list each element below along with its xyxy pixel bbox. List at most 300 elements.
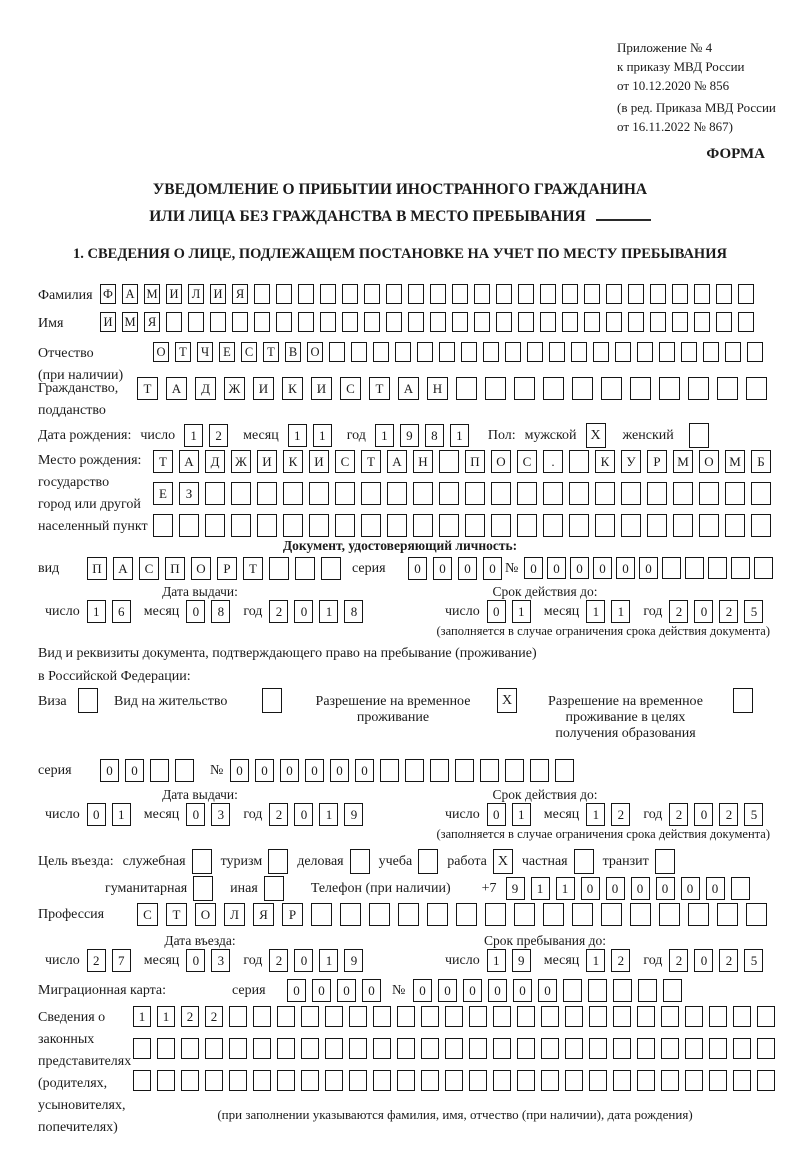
char-cell[interactable] [210,312,226,332]
char-cell[interactable]: Ф [100,284,116,304]
char-cell[interactable] [543,377,564,400]
char-cell[interactable] [685,557,704,579]
char-cell[interactable] [231,482,251,505]
char-cell[interactable] [188,312,204,332]
char-cell[interactable] [277,1006,295,1027]
char-cell[interactable]: 9 [506,877,525,900]
char-cell[interactable] [491,514,511,537]
char-cell[interactable]: 0 [294,803,313,826]
char-cell[interactable] [517,482,537,505]
char-cell[interactable] [709,1070,727,1091]
char-cell[interactable]: 2 [269,949,288,972]
char-cell[interactable] [373,1038,391,1059]
char-cell[interactable]: Б [751,450,771,473]
char-cell[interactable]: 0 [438,979,457,1002]
char-cell[interactable] [716,312,732,332]
char-cell[interactable] [757,1070,775,1091]
char-cell[interactable]: Т [153,450,173,473]
char-cell[interactable]: И [166,284,182,304]
char-cell[interactable] [747,342,763,362]
char-cell[interactable] [231,514,251,537]
char-cell[interactable]: Я [232,284,248,304]
char-cell[interactable]: 0 [255,759,274,782]
char-cell[interactable]: 0 [570,557,589,579]
char-cell[interactable]: 1 [313,424,332,447]
char-cell[interactable] [630,903,651,926]
char-cell[interactable] [254,312,270,332]
char-cell[interactable] [277,1038,295,1059]
char-cell[interactable]: 8 [425,424,444,447]
char-cell[interactable] [572,903,593,926]
char-cell[interactable] [157,1070,175,1091]
char-cell[interactable] [229,1006,247,1027]
char-cell[interactable]: М [673,450,693,473]
char-cell[interactable] [530,759,549,782]
char-cell[interactable] [493,1006,511,1027]
char-cell[interactable] [672,312,688,332]
char-cell[interactable]: 1 [487,949,506,972]
char-cell[interactable] [606,312,622,332]
char-cell[interactable]: В [285,342,301,362]
char-cell[interactable] [694,312,710,332]
char-cell[interactable] [349,1070,367,1091]
char-cell[interactable] [398,903,419,926]
char-cell[interactable] [253,1038,271,1059]
char-cell[interactable]: 9 [344,949,363,972]
char-cell[interactable]: 0 [458,557,477,580]
char-cell[interactable]: О [699,450,719,473]
char-cell[interactable] [681,342,697,362]
char-cell[interactable]: 9 [512,949,531,972]
char-cell[interactable] [283,482,303,505]
char-cell[interactable] [572,377,593,400]
edu-permit-checkbox[interactable] [733,688,753,713]
char-cell[interactable] [408,312,424,332]
char-cell[interactable]: 9 [400,424,419,447]
char-cell[interactable]: У [621,450,641,473]
char-cell[interactable]: 0 [280,759,299,782]
char-cell[interactable] [757,1006,775,1027]
char-cell[interactable]: 1 [288,424,307,447]
char-cell[interactable] [731,877,750,900]
char-cell[interactable] [717,903,738,926]
char-cell[interactable] [276,312,292,332]
char-cell[interactable] [601,903,622,926]
char-cell[interactable] [613,1070,631,1091]
char-cell[interactable]: Т [175,342,191,362]
char-cell[interactable] [589,1070,607,1091]
char-cell[interactable] [456,377,477,400]
char-cell[interactable] [405,759,424,782]
char-cell[interactable] [361,514,381,537]
char-cell[interactable] [335,514,355,537]
char-cell[interactable] [386,284,402,304]
char-cell[interactable] [601,377,622,400]
char-cell[interactable]: 1 [157,1006,175,1027]
char-cell[interactable]: Я [253,903,274,926]
char-cell[interactable] [380,759,399,782]
char-cell[interactable] [518,284,534,304]
char-cell[interactable]: 0 [487,803,506,826]
char-cell[interactable] [321,557,341,580]
char-cell[interactable] [395,342,411,362]
char-cell[interactable] [517,1038,535,1059]
char-cell[interactable] [549,342,565,362]
char-cell[interactable] [430,284,446,304]
char-cell[interactable] [709,1006,727,1027]
char-cell[interactable]: 3 [211,803,230,826]
char-cell[interactable] [153,514,173,537]
char-cell[interactable]: 1 [450,424,469,447]
char-cell[interactable]: 0 [100,759,119,782]
char-cell[interactable] [301,1070,319,1091]
char-cell[interactable]: А [398,377,419,400]
char-cell[interactable]: 1 [556,877,575,900]
char-cell[interactable] [283,514,303,537]
char-cell[interactable]: 0 [337,979,356,1002]
char-cell[interactable]: К [282,377,303,400]
char-cell[interactable] [699,514,719,537]
char-cell[interactable]: 1 [112,803,131,826]
char-cell[interactable] [485,903,506,926]
char-cell[interactable]: И [210,284,226,304]
char-cell[interactable] [569,482,589,505]
char-cell[interactable]: 0 [593,557,612,579]
char-cell[interactable] [709,1038,727,1059]
char-cell[interactable] [369,903,390,926]
char-cell[interactable]: 2 [269,803,288,826]
char-cell[interactable]: 2 [719,949,738,972]
char-cell[interactable] [413,514,433,537]
male-checkbox[interactable]: X [586,423,606,448]
purpose-study-checkbox[interactable] [418,849,438,874]
char-cell[interactable] [320,284,336,304]
char-cell[interactable]: 3 [211,949,230,972]
char-cell[interactable]: 0 [362,979,381,1002]
char-cell[interactable] [474,284,490,304]
char-cell[interactable] [543,514,563,537]
char-cell[interactable]: И [311,377,332,400]
purpose-transit-checkbox[interactable] [655,849,675,874]
char-cell[interactable] [541,1070,559,1091]
char-cell[interactable]: 0 [312,979,331,1002]
char-cell[interactable] [181,1070,199,1091]
char-cell[interactable]: 0 [355,759,374,782]
char-cell[interactable]: 2 [669,600,688,623]
char-cell[interactable] [175,759,194,782]
char-cell[interactable]: . [543,450,563,473]
char-cell[interactable] [584,312,600,332]
char-cell[interactable]: Р [217,557,237,580]
char-cell[interactable] [630,377,651,400]
char-cell[interactable] [606,284,622,304]
char-cell[interactable]: Ж [231,450,251,473]
char-cell[interactable]: М [122,312,138,332]
char-cell[interactable]: 0 [433,557,452,580]
char-cell[interactable] [361,482,381,505]
char-cell[interactable]: 0 [694,600,713,623]
char-cell[interactable] [496,284,512,304]
char-cell[interactable] [421,1006,439,1027]
char-cell[interactable]: Т [369,377,390,400]
char-cell[interactable]: 9 [344,803,363,826]
char-cell[interactable] [659,903,680,926]
char-cell[interactable]: И [100,312,116,332]
purpose-official-checkbox[interactable] [192,849,212,874]
char-cell[interactable] [543,903,564,926]
char-cell[interactable]: 1 [586,600,605,623]
purpose-tourism-checkbox[interactable] [268,849,288,874]
char-cell[interactable]: 2 [181,1006,199,1027]
char-cell[interactable] [588,979,607,1002]
char-cell[interactable] [276,284,292,304]
char-cell[interactable]: 0 [538,979,557,1002]
char-cell[interactable] [725,514,745,537]
char-cell[interactable]: Е [219,342,235,362]
char-cell[interactable]: П [465,450,485,473]
char-cell[interactable] [518,312,534,332]
char-cell[interactable] [253,1070,271,1091]
char-cell[interactable]: 2 [269,600,288,623]
char-cell[interactable]: Е [153,482,173,505]
char-cell[interactable] [613,1038,631,1059]
char-cell[interactable]: 0 [606,877,625,900]
char-cell[interactable] [439,514,459,537]
char-cell[interactable] [621,482,641,505]
char-cell[interactable] [699,482,719,505]
char-cell[interactable]: 1 [133,1006,151,1027]
char-cell[interactable] [493,1038,511,1059]
char-cell[interactable]: 1 [586,949,605,972]
char-cell[interactable] [595,514,615,537]
char-cell[interactable] [514,903,535,926]
char-cell[interactable]: 0 [330,759,349,782]
char-cell[interactable] [514,377,535,400]
char-cell[interactable]: 1 [586,803,605,826]
char-cell[interactable] [257,514,277,537]
char-cell[interactable]: Т [137,377,158,400]
char-cell[interactable] [480,759,499,782]
char-cell[interactable] [387,482,407,505]
char-cell[interactable] [725,342,741,362]
char-cell[interactable] [469,1038,487,1059]
char-cell[interactable]: 0 [230,759,249,782]
char-cell[interactable] [469,1070,487,1091]
char-cell[interactable] [320,312,336,332]
char-cell[interactable]: 2 [205,1006,223,1027]
char-cell[interactable] [439,450,459,473]
char-cell[interactable] [181,1038,199,1059]
char-cell[interactable]: 0 [513,979,532,1002]
char-cell[interactable] [349,1006,367,1027]
char-cell[interactable] [427,903,448,926]
char-cell[interactable] [445,1006,463,1027]
char-cell[interactable] [491,482,511,505]
char-cell[interactable] [452,312,468,332]
char-cell[interactable] [637,1006,655,1027]
char-cell[interactable]: К [283,450,303,473]
purpose-work-checkbox[interactable]: X [493,849,513,874]
char-cell[interactable] [461,342,477,362]
char-cell[interactable] [505,342,521,362]
char-cell[interactable] [349,1038,367,1059]
char-cell[interactable] [150,759,169,782]
char-cell[interactable] [555,759,574,782]
char-cell[interactable] [661,1006,679,1027]
char-cell[interactable]: 5 [744,803,763,826]
char-cell[interactable]: О [191,557,211,580]
char-cell[interactable] [493,1070,511,1091]
char-cell[interactable] [179,514,199,537]
char-cell[interactable] [733,1070,751,1091]
char-cell[interactable]: О [195,903,216,926]
char-cell[interactable] [295,557,315,580]
char-cell[interactable]: 0 [305,759,324,782]
char-cell[interactable] [397,1038,415,1059]
char-cell[interactable] [746,377,767,400]
char-cell[interactable] [387,514,407,537]
char-cell[interactable] [708,557,727,579]
char-cell[interactable]: П [87,557,107,580]
char-cell[interactable]: С [137,903,158,926]
char-cell[interactable] [232,312,248,332]
char-cell[interactable] [439,342,455,362]
char-cell[interactable]: 1 [319,949,338,972]
char-cell[interactable]: 1 [184,424,203,447]
char-cell[interactable] [421,1070,439,1091]
char-cell[interactable]: Т [263,342,279,362]
char-cell[interactable] [659,377,680,400]
char-cell[interactable] [589,1006,607,1027]
char-cell[interactable]: 0 [483,557,502,580]
char-cell[interactable] [485,377,506,400]
char-cell[interactable] [659,342,675,362]
char-cell[interactable]: Р [282,903,303,926]
char-cell[interactable] [661,1070,679,1091]
char-cell[interactable]: О [307,342,323,362]
char-cell[interactable] [301,1038,319,1059]
char-cell[interactable] [562,312,578,332]
char-cell[interactable]: К [595,450,615,473]
char-cell[interactable] [733,1038,751,1059]
char-cell[interactable]: Т [166,903,187,926]
char-cell[interactable]: М [725,450,745,473]
purpose-humanitarian-checkbox[interactable] [193,876,213,901]
char-cell[interactable] [663,979,682,1002]
char-cell[interactable] [650,312,666,332]
char-cell[interactable]: И [309,450,329,473]
char-cell[interactable] [505,759,524,782]
char-cell[interactable]: И [257,450,277,473]
char-cell[interactable] [621,514,641,537]
char-cell[interactable] [673,482,693,505]
char-cell[interactable] [133,1038,151,1059]
char-cell[interactable] [661,1038,679,1059]
char-cell[interactable] [298,284,314,304]
char-cell[interactable]: 1 [375,424,394,447]
char-cell[interactable]: 0 [524,557,543,579]
char-cell[interactable]: 1 [512,600,531,623]
char-cell[interactable] [205,514,225,537]
char-cell[interactable] [543,482,563,505]
char-cell[interactable] [329,342,345,362]
char-cell[interactable] [733,1006,751,1027]
char-cell[interactable]: Ч [197,342,213,362]
char-cell[interactable] [589,1038,607,1059]
char-cell[interactable]: М [144,284,160,304]
char-cell[interactable]: Д [195,377,216,400]
char-cell[interactable] [688,377,709,400]
char-cell[interactable]: П [165,557,185,580]
char-cell[interactable] [325,1070,343,1091]
char-cell[interactable] [340,903,361,926]
char-cell[interactable] [517,1070,535,1091]
char-cell[interactable]: 2 [719,803,738,826]
char-cell[interactable] [593,342,609,362]
char-cell[interactable] [408,284,424,304]
char-cell[interactable] [465,514,485,537]
char-cell[interactable] [325,1006,343,1027]
char-cell[interactable]: 2 [611,949,630,972]
char-cell[interactable] [517,1006,535,1027]
char-cell[interactable] [456,903,477,926]
char-cell[interactable] [386,312,402,332]
char-cell[interactable] [253,1006,271,1027]
char-cell[interactable] [563,979,582,1002]
char-cell[interactable] [650,284,666,304]
char-cell[interactable] [751,482,771,505]
char-cell[interactable] [694,284,710,304]
char-cell[interactable] [685,1038,703,1059]
char-cell[interactable]: Л [188,284,204,304]
char-cell[interactable] [309,514,329,537]
char-cell[interactable]: 2 [719,600,738,623]
char-cell[interactable] [229,1038,247,1059]
char-cell[interactable]: 2 [611,803,630,826]
char-cell[interactable] [254,284,270,304]
char-cell[interactable] [751,514,771,537]
char-cell[interactable] [335,482,355,505]
char-cell[interactable] [342,312,358,332]
char-cell[interactable] [166,312,182,332]
char-cell[interactable]: 0 [694,803,713,826]
char-cell[interactable]: 2 [669,949,688,972]
char-cell[interactable] [133,1070,151,1091]
char-cell[interactable] [615,342,631,362]
temp-permit-checkbox[interactable]: X [497,688,517,713]
char-cell[interactable] [301,1006,319,1027]
char-cell[interactable]: 1 [87,600,106,623]
char-cell[interactable]: 7 [112,949,131,972]
char-cell[interactable] [540,312,556,332]
char-cell[interactable] [527,342,543,362]
char-cell[interactable]: 0 [287,979,306,1002]
char-cell[interactable]: 0 [125,759,144,782]
char-cell[interactable]: 0 [87,803,106,826]
char-cell[interactable]: Т [361,450,381,473]
char-cell[interactable]: 1 [319,803,338,826]
char-cell[interactable]: А [113,557,133,580]
char-cell[interactable] [562,284,578,304]
char-cell[interactable] [469,1006,487,1027]
char-cell[interactable]: Л [224,903,245,926]
char-cell[interactable] [445,1070,463,1091]
char-cell[interactable] [257,482,277,505]
char-cell[interactable]: С [340,377,361,400]
char-cell[interactable]: Н [427,377,448,400]
char-cell[interactable]: 1 [611,600,630,623]
purpose-private-checkbox[interactable] [574,849,594,874]
